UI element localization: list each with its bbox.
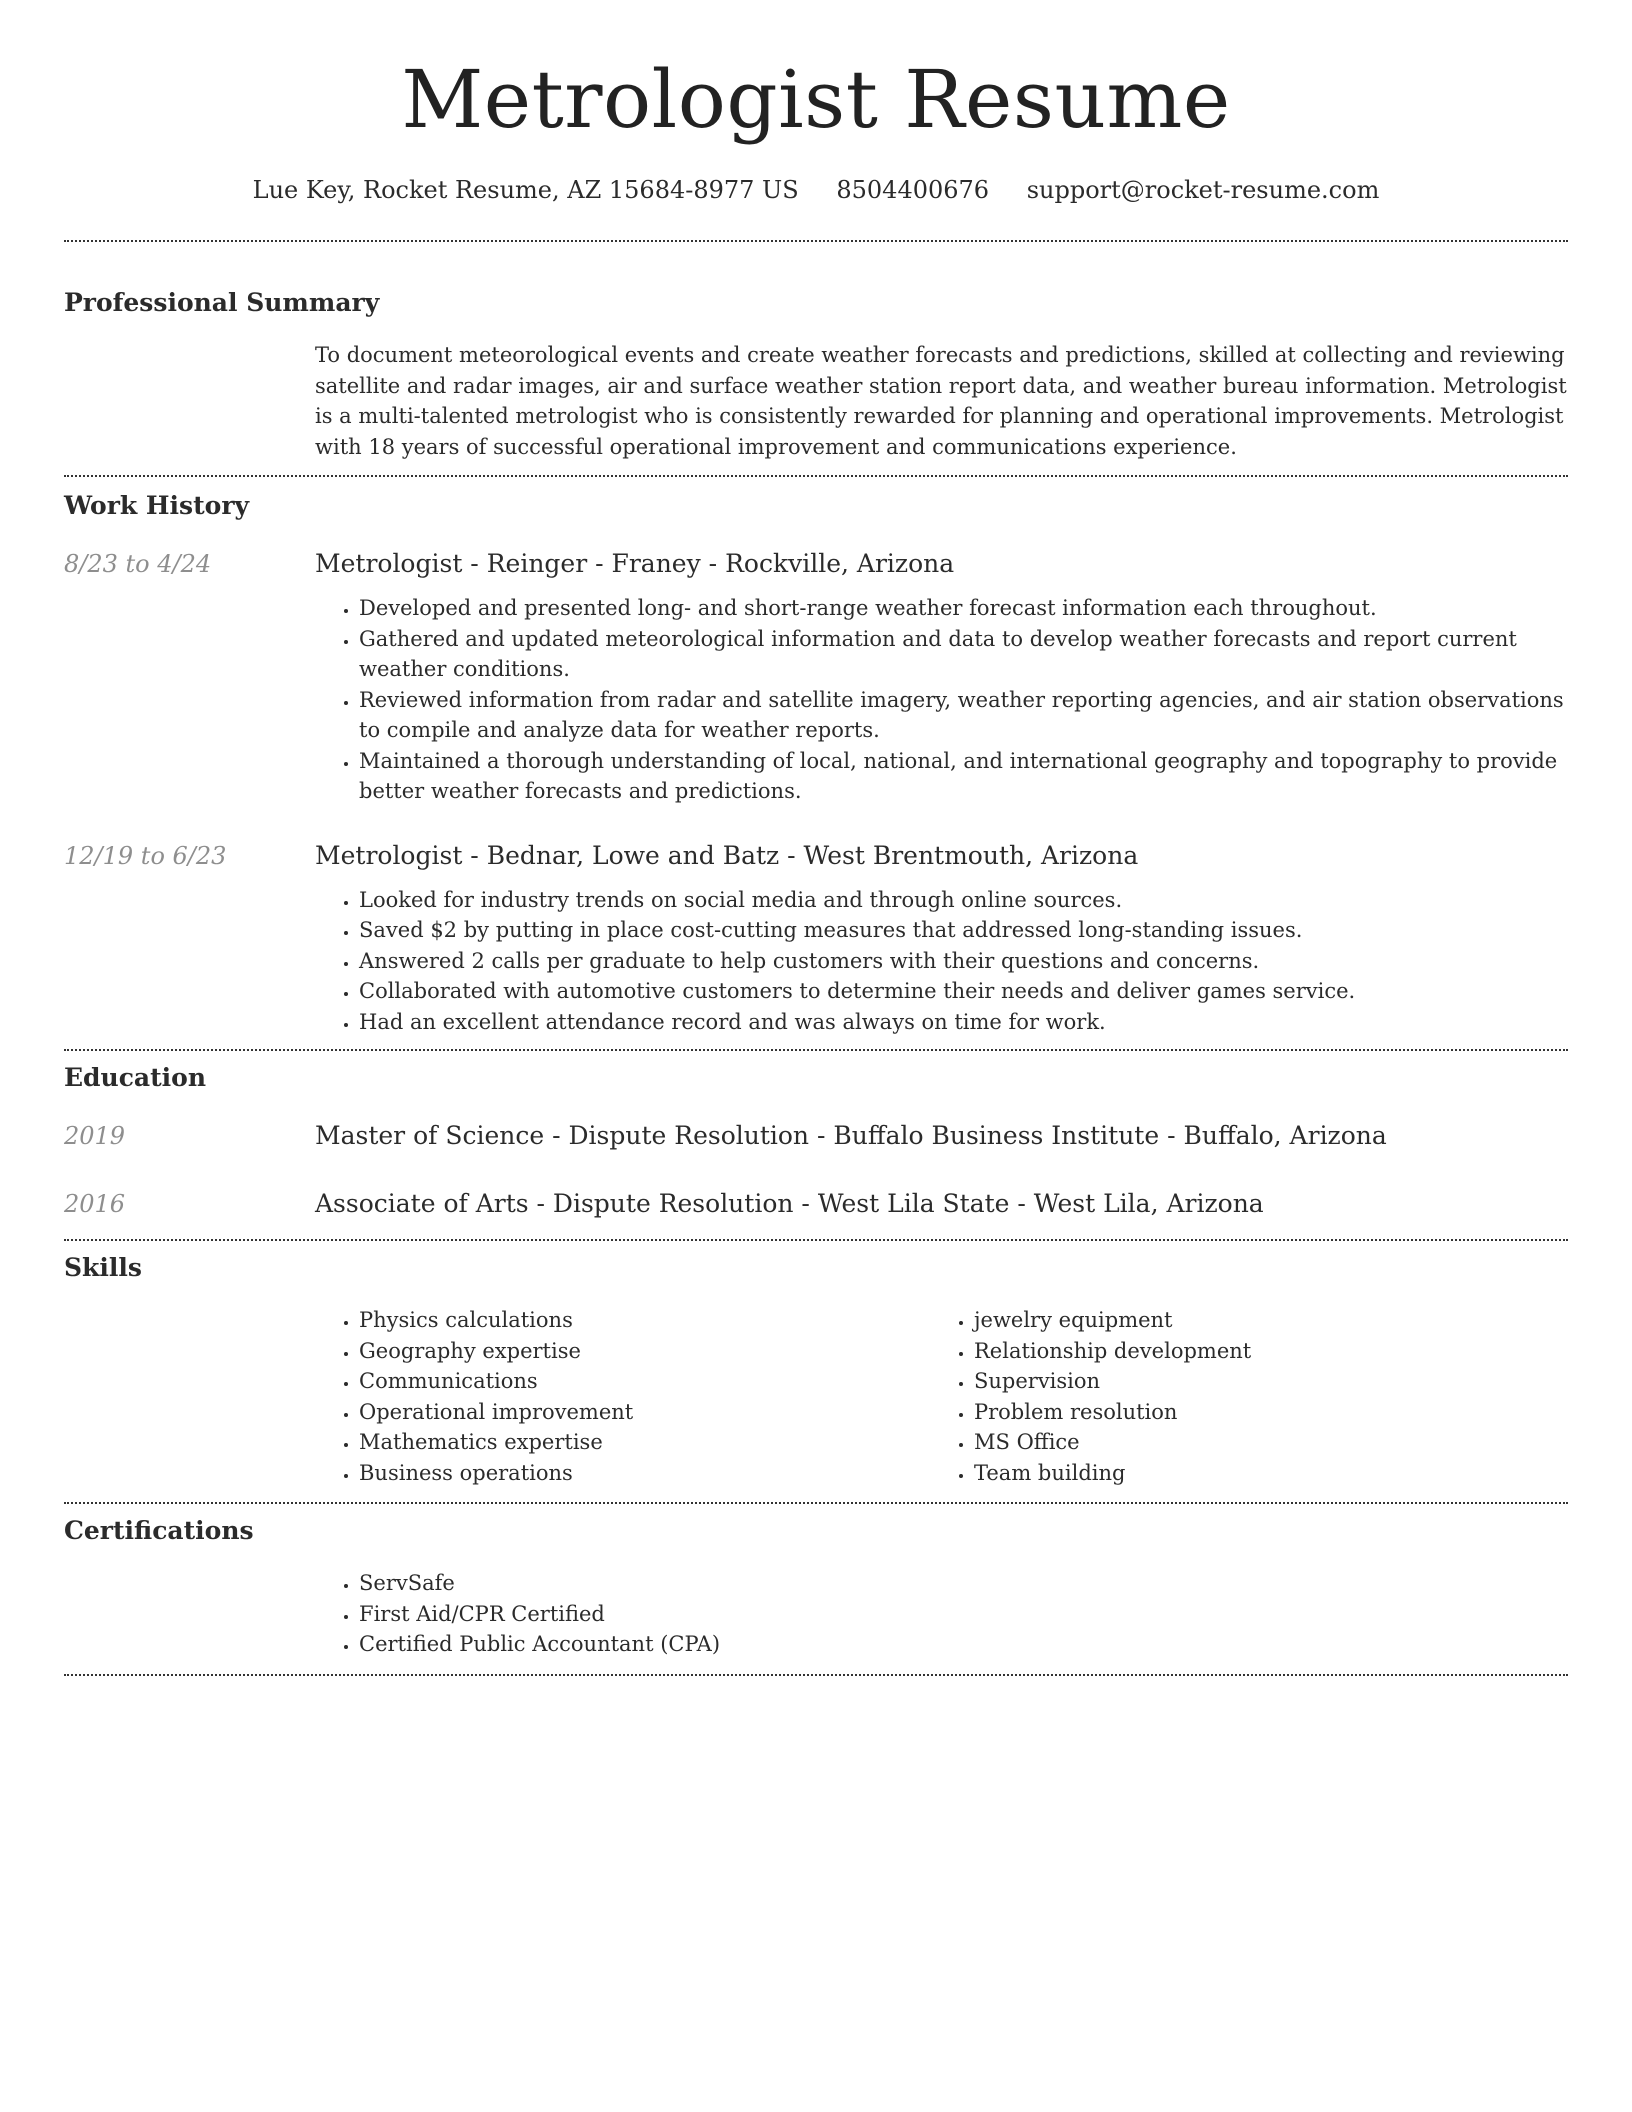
summary-text: To document meteorological events and create weather forecasts and predictions, skilled at collecting and reviewing satellite and radar images, air and surface weather station report data, and weather bureau information. Metrologist is a multi-talented metrologist who is consistently rewarded for planning and operational improvements. Metrologist with 18 years of successful operational improvement and communications experience. <box>315 343 1567 459</box>
section-divider <box>64 240 1568 242</box>
skills-list-left <box>315 1305 930 1488</box>
skills-heading: Skills <box>64 1253 142 1282</box>
skills-list-right <box>930 1305 1545 1488</box>
job-duty: • Saved $2 by putting in place cost-cutting measures that addressed long-standing issues. <box>359 915 1568 946</box>
job-duty: • Developed and presented long- and short-range weather forecast information each throughout. <box>359 593 1568 624</box>
education-section <box>64 1061 1568 1221</box>
education-detail: Associate of Arts - Dispute Resolution - West Lila State - West Lila, Arizona <box>315 1189 1264 1218</box>
summary-heading: Professional Summary <box>64 288 380 317</box>
skill-item: • Team building <box>974 1458 1545 1489</box>
certifications-section <box>64 1514 1568 1660</box>
summary-section <box>64 286 1568 462</box>
skill-item: • jewelry equipment <box>974 1305 1545 1336</box>
certifications-heading: Certifications <box>64 1516 254 1545</box>
skills-section <box>64 1251 1568 1488</box>
job-duty: • Answered 2 calls per graduate to help customers with their questions and concerns. <box>359 946 1568 977</box>
contact-phone: 8504400676 <box>836 176 990 204</box>
job-duty: • Collaborated with automotive customers to determine their needs and deliver games service. <box>359 976 1568 1007</box>
resume-title: Metrologist Resume <box>401 53 1231 146</box>
education-year: 2016 <box>64 1190 126 1218</box>
certification-item: • Certified Public Accountant (CPA) <box>359 1629 1568 1660</box>
education-entry <box>64 1119 1568 1153</box>
job-duty: • Maintained a thorough understanding of local, national, and international geography and topography to provide better weather forecasts and predictions. <box>359 746 1568 807</box>
job-dates: 8/23 to 4/24 <box>64 550 212 578</box>
certification-item: • First Aid/CPR Certified <box>359 1599 1568 1630</box>
job-duty: • Reviewed information from radar and satellite imagery, weather reporting agencies, and air station observations to compile and analyze data for weather reports. <box>359 685 1568 746</box>
skill-item: • Communications <box>359 1366 930 1397</box>
skill-item: • Relationship development <box>974 1336 1545 1367</box>
job-duty: • Gathered and updated meteorological information and data to develop weather forecasts and report current weather conditions. <box>359 624 1568 685</box>
job-entry <box>64 547 1568 807</box>
contact-address: Lue Key, Rocket Resume, AZ 15684-8977 US <box>252 176 799 204</box>
education-heading: Education <box>64 1063 207 1092</box>
job-duty: • Looked for industry trends on social media and through online sources. <box>359 885 1568 916</box>
education-entry <box>64 1187 1568 1221</box>
certifications-list <box>315 1568 1568 1660</box>
skill-item: • MS Office <box>974 1427 1545 1458</box>
certification-item: • ServSafe <box>359 1568 1568 1599</box>
skill-item: • Business operations <box>359 1458 930 1489</box>
section-divider <box>64 1239 1568 1241</box>
contact-email: support@rocket-resume.com <box>1026 176 1380 204</box>
job-duties <box>315 885 1568 1038</box>
job-title: Metrologist - Bednar, Lowe and Batz - West Brentmouth, Arizona <box>315 840 1139 870</box>
skill-item: • Problem resolution <box>974 1397 1545 1428</box>
skill-item: • Operational improvement <box>359 1397 930 1428</box>
job-duty: • Had an excellent attendance record and was always on time for work. <box>359 1007 1568 1038</box>
job-entry <box>64 839 1568 1038</box>
work-history-heading: Work History <box>64 491 250 520</box>
contact-line <box>64 174 1568 206</box>
section-divider <box>64 475 1568 477</box>
skill-item: • Physics calculations <box>359 1305 930 1336</box>
job-duties <box>315 593 1568 807</box>
job-title: Metrologist - Reinger - Franey - Rockville, Arizona <box>315 549 955 578</box>
work-history-section <box>64 489 1568 1037</box>
section-divider <box>64 1049 1568 1051</box>
skill-item: • Mathematics expertise <box>359 1427 930 1458</box>
resume-page <box>64 0 1568 1676</box>
skill-item: • Supervision <box>974 1366 1545 1397</box>
skill-item: • Geography expertise <box>359 1336 930 1367</box>
section-divider <box>64 1502 1568 1504</box>
section-divider <box>64 1674 1568 1676</box>
job-dates: 12/19 to 6/23 <box>64 841 227 870</box>
education-year: 2019 <box>64 1122 126 1150</box>
education-detail: Master of Science - Dispute Resolution - Buffalo Business Institute - Buffalo, Arizona <box>315 1121 1387 1150</box>
